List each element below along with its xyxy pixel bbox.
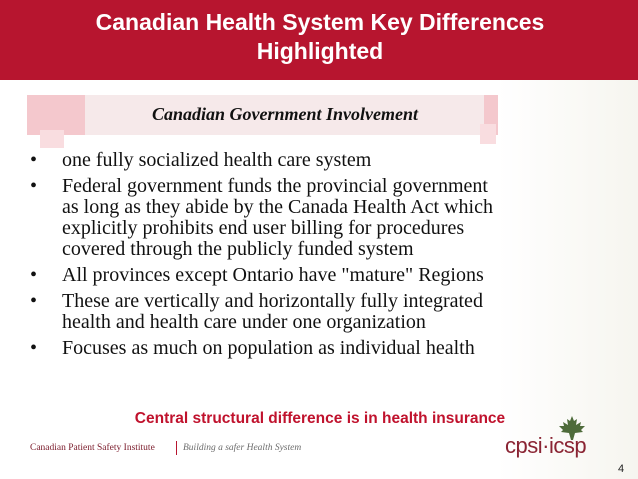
- bullet-text-line: as long as they abide by the Canada Health Act which: [62, 196, 493, 218]
- subheading-accent-block-left: [27, 95, 85, 135]
- slide-title: [70, 8, 570, 66]
- logo-wordmark-right: icsp: [548, 433, 587, 458]
- logo-wordmark-separator: ·: [542, 433, 549, 458]
- bullet-text-line: These are vertically and horizontally fully integrated: [62, 290, 483, 312]
- organization-tagline: Building a safer Health System: [183, 443, 302, 453]
- bullet-glyph: •: [30, 337, 38, 359]
- bullet-glyph: •: [30, 264, 38, 286]
- cpsi-logo: [505, 415, 615, 463]
- subheading-accent-square-right: [480, 124, 496, 144]
- logo-wordmark-left: cpsi: [505, 433, 543, 458]
- bullet-glyph: •: [30, 175, 38, 197]
- title-bar: [0, 0, 638, 80]
- bullet-text-line: health and health care under one organization: [62, 311, 426, 333]
- subheading: Canadian Government Involvement: [151, 104, 418, 124]
- bullet-item: [26, 150, 626, 171]
- bullet-item: [26, 291, 626, 333]
- footer-divider: [176, 441, 177, 455]
- logo-wordmark: [505, 433, 586, 459]
- bullet-item: [26, 338, 626, 359]
- bullet-text-line: explicitly prohibits end user billing for procedures: [62, 217, 465, 239]
- bullet-text-line: covered through the publicly funded system: [62, 238, 414, 260]
- bullet-text-line: Focuses as much on population as individual health: [62, 337, 475, 359]
- slide-title-line-2: Highlighted: [256, 38, 384, 64]
- bullet-glyph: •: [30, 149, 38, 171]
- bullet-text-line: All provinces except Ontario have "mature" Regions: [62, 264, 484, 286]
- bullet-item: [26, 176, 626, 260]
- organization-name: Canadian Patient Safety Institute: [30, 443, 155, 453]
- page-number: 4: [618, 463, 625, 475]
- bullet-text-line: one fully socialized health care system: [62, 149, 372, 171]
- subheading-accent-square-left: [40, 130, 64, 148]
- callout-text: Central structural difference is in health insurance: [134, 410, 506, 427]
- bullet-item: [26, 265, 626, 286]
- bullet-glyph: •: [30, 290, 38, 312]
- bullet-list: [26, 150, 626, 364]
- slide-title-line-1: Canadian Health System Key Differences: [95, 9, 545, 35]
- bullet-text-line: Federal government funds the provincial government: [62, 175, 488, 197]
